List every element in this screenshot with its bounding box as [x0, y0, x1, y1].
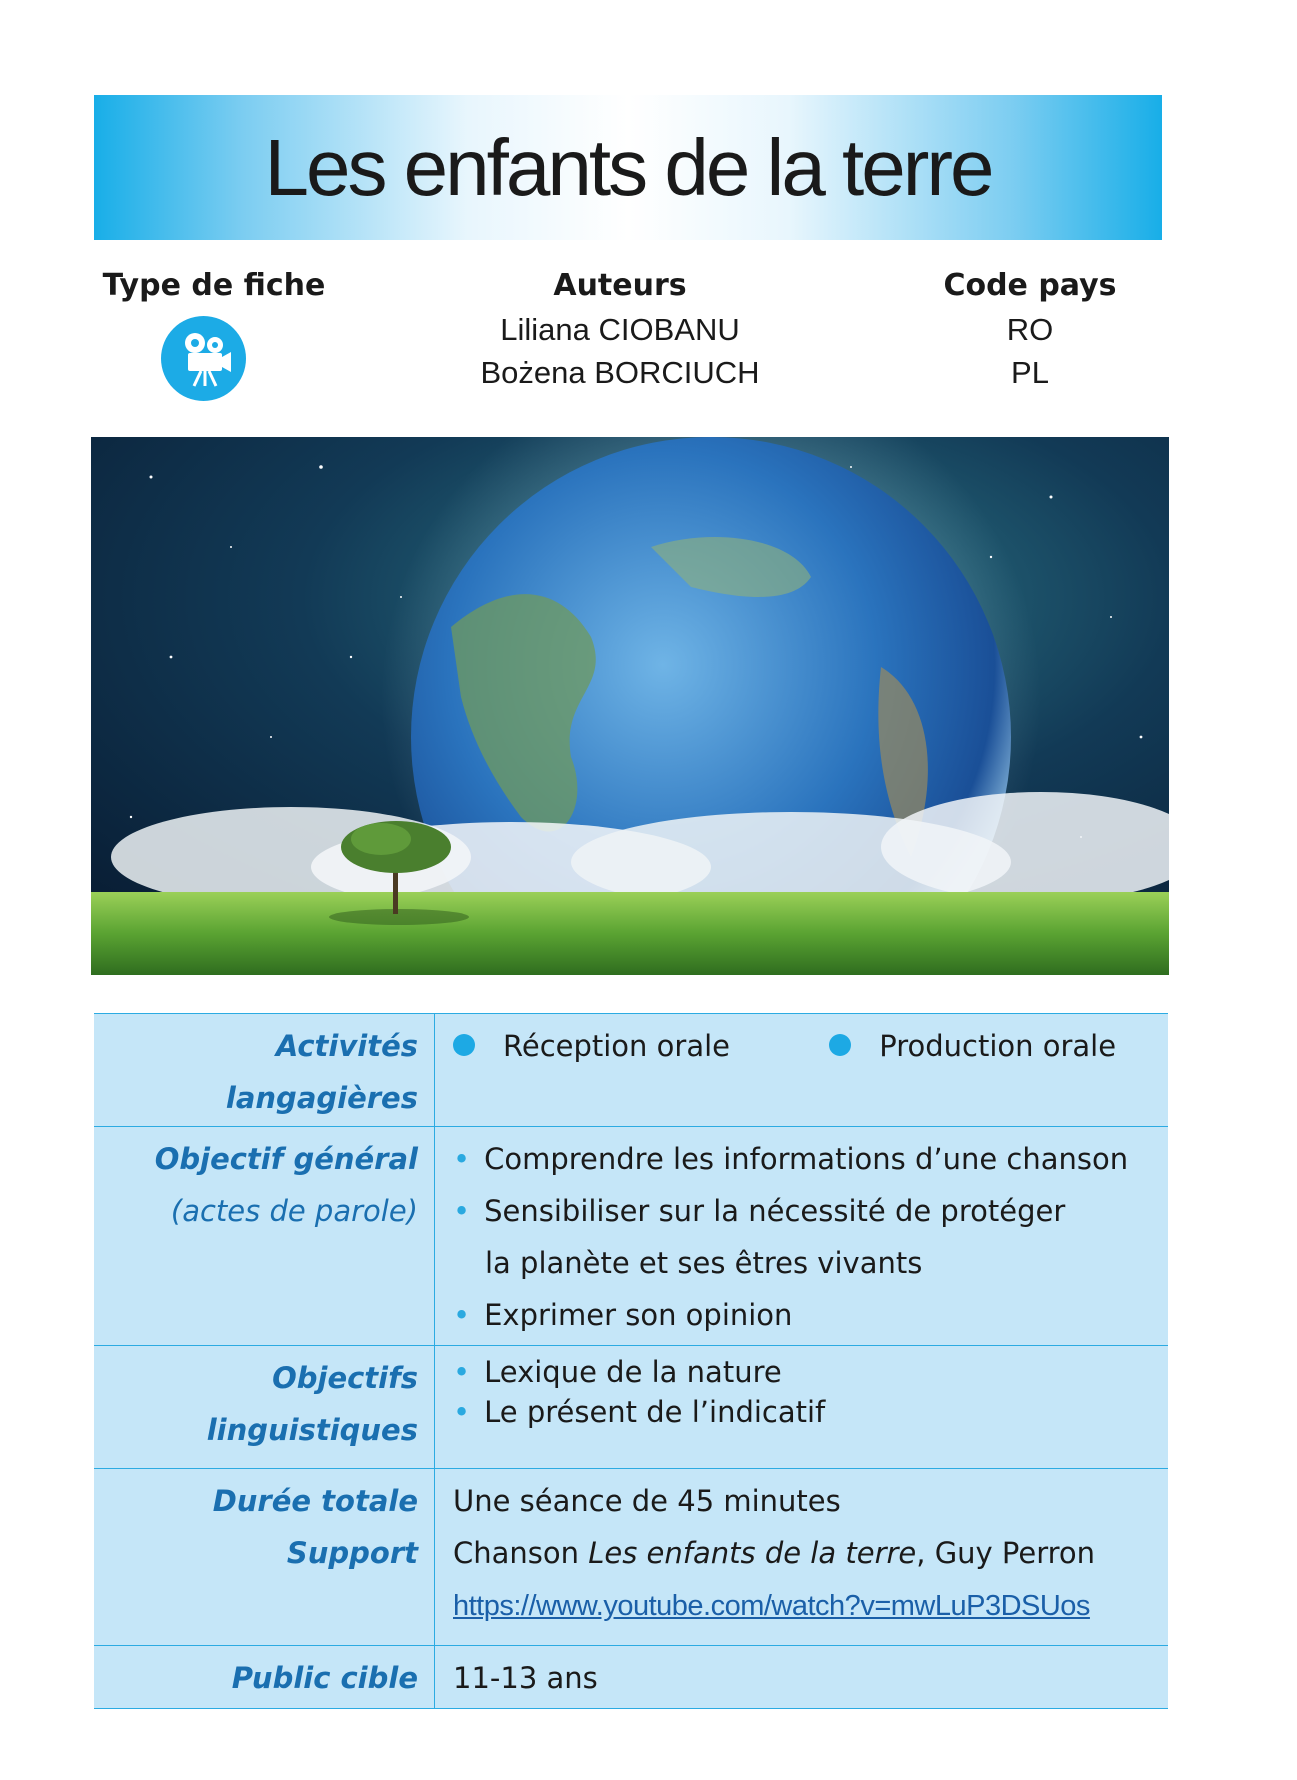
page-title: Les enfants de la terre: [264, 122, 992, 212]
activities-label-line-1: Activités: [275, 1029, 418, 1063]
bullet-icon: •: [453, 1142, 471, 1176]
activity-item: [829, 1020, 1116, 1072]
objective-value: [435, 1127, 1169, 1346]
duration-value: Une séance de 45 minutes: [453, 1484, 841, 1518]
audience-value: 11-13 ans: [435, 1646, 1169, 1709]
country-2: PL: [1011, 355, 1049, 390]
info-table: [94, 1013, 1168, 1709]
list-item-text: Lexique de la nature: [484, 1355, 782, 1389]
list-item: [453, 1185, 1168, 1237]
list-item-continuation: la planète et ses êtres vivants: [485, 1246, 923, 1280]
objective-label: [94, 1127, 435, 1346]
bullet-icon: •: [453, 1194, 471, 1228]
table-row: [94, 1346, 1168, 1469]
activities-label: [94, 1014, 435, 1127]
linguistic-value: [435, 1346, 1169, 1469]
bullet-dot-icon: [829, 1034, 851, 1056]
authors-label: Auteurs: [553, 268, 687, 303]
duration-support-value: [435, 1469, 1169, 1646]
list-item-text: Comprendre les informations d’une chanson: [484, 1142, 1129, 1176]
list-item-text: Sensibiliser sur la nécessité de protéger: [484, 1194, 1066, 1228]
linguistic-label-line-2: linguistiques: [206, 1413, 418, 1447]
activities-value: [435, 1014, 1169, 1127]
table-row: [94, 1469, 1168, 1646]
support-suffix: , Guy Perron: [916, 1536, 1096, 1570]
bullet-icon: •: [453, 1395, 471, 1429]
author-1: Liliana CIOBANU: [500, 312, 740, 347]
support-value: [453, 1527, 1168, 1579]
list-item-text: Le présent de l’indicatif: [484, 1395, 826, 1429]
earth-illustration: [91, 437, 1169, 975]
activity-text: Réception orale: [503, 1029, 730, 1063]
table-row: [94, 1127, 1168, 1346]
table-row: [94, 1014, 1168, 1127]
table-row: [94, 1646, 1168, 1709]
title-banner: [94, 95, 1162, 240]
linguistic-label: [94, 1346, 435, 1469]
linguistic-label-line-1: Objectifs: [272, 1361, 418, 1395]
duration-support-label: [94, 1469, 435, 1646]
activity-item: [453, 1020, 730, 1072]
bullet-icon: •: [453, 1355, 471, 1389]
support-prefix: Chanson: [453, 1536, 589, 1570]
list-item: [453, 1392, 1168, 1432]
activity-text: Production orale: [879, 1029, 1117, 1063]
country-1: RO: [1006, 312, 1054, 347]
list-item-text: Exprimer son opinion: [484, 1298, 793, 1332]
author-2: Bożena BORCIUCH: [480, 355, 760, 390]
youtube-link[interactable]: https://www.youtube.com/watch?v=mwLuP3DSUos: [453, 1590, 1090, 1622]
film-camera-icon: [161, 316, 246, 401]
audience-label: Public cible: [94, 1646, 435, 1709]
list-item: [453, 1133, 1168, 1185]
bullet-icon: •: [453, 1298, 471, 1332]
song-title: Les enfants de la terre: [588, 1536, 917, 1570]
duration-label: Durée totale: [212, 1484, 418, 1518]
list-item: [453, 1289, 1168, 1341]
activities-label-line-2: langagières: [225, 1081, 418, 1115]
bullet-dot-icon: [453, 1034, 475, 1056]
list-item: [453, 1352, 1168, 1392]
type-label: Type de fiche: [102, 268, 326, 303]
support-label: Support: [286, 1536, 418, 1570]
objective-sublabel: (actes de parole): [170, 1194, 418, 1228]
objective-label-line: Objectif général: [154, 1142, 418, 1176]
country-label: Code pays: [943, 268, 1117, 303]
